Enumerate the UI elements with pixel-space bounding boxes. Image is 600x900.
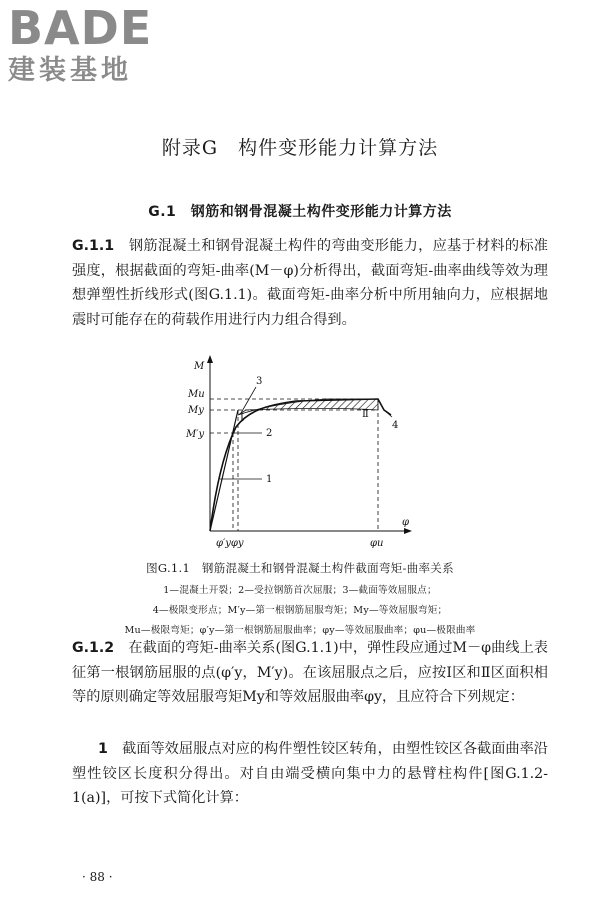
x-axis-arrow [404,528,412,534]
paragraph-g112-item1 [72,737,548,811]
my-label: My [188,405,204,416]
point-3-leader [241,387,256,413]
elastic-branch-line [210,410,238,531]
moment-curvature-figure [186,355,416,560]
clause-number: G.1.2 [72,640,115,656]
section-title: G.1 钢筋和钢骨混凝土构件变形能力计算方法 [148,204,452,220]
point-4-label: 4 [392,420,399,431]
my-prime-label: M′y [186,429,205,440]
point-4-leader [384,410,392,417]
y-axis-label: M [194,361,205,372]
x-axis-label: φ [402,517,410,528]
item-number: 1 [98,741,108,757]
region-ii-label: Ⅱ [362,409,369,420]
clause-text: 钢筋混凝土和钢骨混凝土构件的弯曲变形能力，应基于材料的标准强度，根据截面的弯矩-曲率(M－φ)分析得出，截面弯矩-曲率曲线等效为理想弹塑性折线形式(图G.1.1)。截面弯矩-曲率分析中所用轴向力，应根据地震时可能存在的荷载作用进行内力组合得到。 [72,238,548,328]
figure-caption: 图G.1.1 钢筋混凝土和钢骨混凝土构件截面弯矩-曲率关系 [146,561,454,575]
y-axis-arrow [207,355,213,363]
logo-subtitle: 建装基地 [8,55,132,86]
moment-curvature-chart [186,355,416,560]
paragraph-g112 [72,636,548,710]
item-text: 截面等效屈服点对应的构件塑性铰区转角，由塑性铰区各截面曲率沿塑性铰区长度积分得出。对自由端受横向集中力的悬臂柱构件[图G.1.2-1(a)]，可按下式简化计算： [72,741,548,806]
logo-wordmark: BADE [8,1,153,55]
paragraph-g111 [72,234,548,332]
publisher-logo [8,2,188,97]
page-number: · 88 · [82,870,113,884]
clause-number: G.1.1 [72,238,115,254]
point-3-label: 3 [256,376,263,387]
clause-text: 在截面的弯矩-曲率关系(图G.1.1)中，弹性段应通过M－φ曲线上表征第一根钢筋屈服的点(φ′y，M′y)。在该屈服点之后，应按Ⅰ区和Ⅱ区面积相等的原则确定等效屈服弯矩My和等效屈服曲率φy，且应符合下列规定： [72,640,548,705]
region-i-label: Ⅰ [240,413,244,424]
point-1-label: 1 [266,474,273,485]
phi-y-label: φ′yφy [216,538,244,549]
mu-label: Mu [188,389,205,400]
legend-line: Mu—极限弯矩；φ′y—第一根钢筋屈服曲率；φy—等效屈服曲率；φu—极限曲率 [124,625,476,636]
legend-line: 4—极限变形点；M′y—第一根钢筋屈服弯矩；My—等效屈服弯矩； [152,605,448,616]
point-2-label: 2 [266,428,273,439]
appendix-title: 附录G 构件变形能力计算方法 [161,137,439,159]
phi-u-label: φu [370,538,384,549]
legend-line: 1—混凝土开裂；2—受拉钢筋首次屈服；3—截面等效屈服点； [163,585,437,596]
